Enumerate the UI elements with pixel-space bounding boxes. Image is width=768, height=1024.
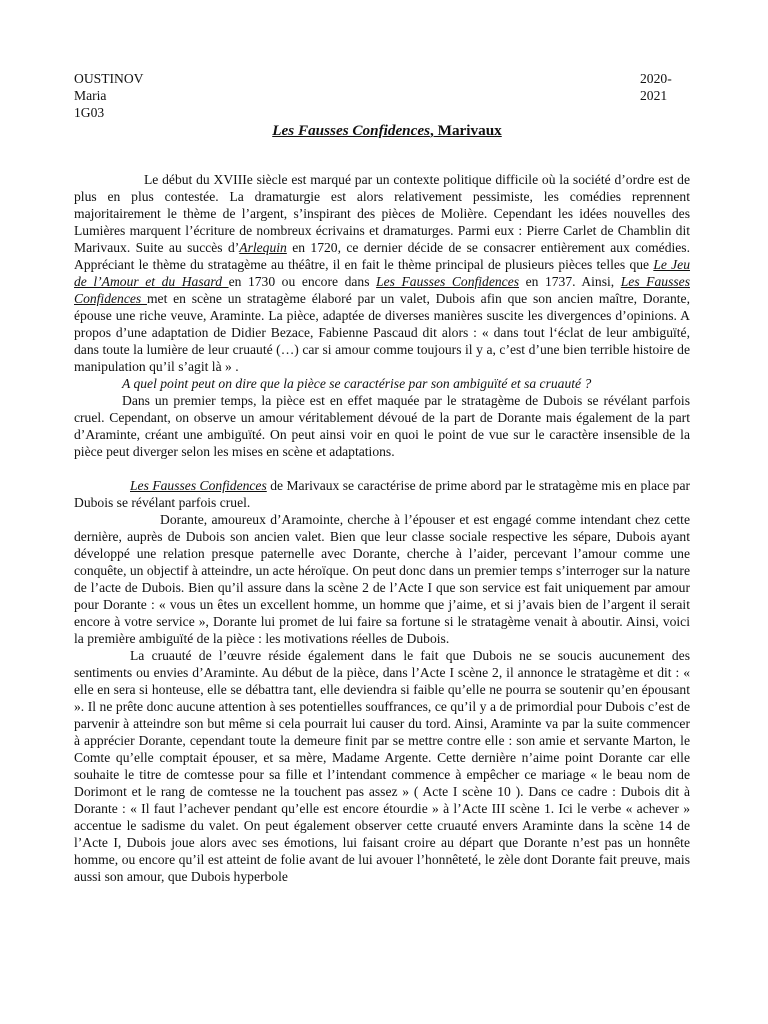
intro-text-d: en 1737. Ainsi,: [519, 274, 621, 289]
ref-jeu-amour-hasard: Le Jeu de l’Amour et du Hasard: [74, 257, 691, 289]
document-header: [74, 70, 690, 121]
ref-fausses-confidences-2: Les Fausses Confidences: [74, 274, 690, 306]
ref-fausses-confidences-3: Les Fausses Confidences: [130, 478, 267, 493]
intro-text-b: en 1720, ce dernier décide de se consacrer entièrement aux comédies. Appréciant le thème du stratagème au théâtre, il en fait le thème principal de plusieurs pièces telles que: [74, 240, 690, 272]
problematic-question: A quel point peut on dire que la pièce se caractérise par son ambiguïté et sa cruauté ?: [122, 376, 592, 391]
intro-text-e: met en scène un stratagème élaboré par un valet, Dubois afin que son ancien maître, Dorante, épouse une riche veuve, Araminte. La pièce, adaptée de diverses manières suscite les divergences d’opinions. A propos d’une adaptation de Didier Bezace, Fabienne Pascaud dit alors : « dans tout l‘éclat de leur ambiguïté, dans toute la lumière de leur cruauté (…) car si amour comme toujours il y a, c’est d’une bien terrible histoire de manipulation qu’il s’agit là » .: [74, 291, 690, 374]
spacer: [74, 141, 690, 171]
student-first-name: Maria: [74, 88, 107, 103]
student-last-name: OUSTINOV: [74, 71, 144, 86]
document-page: [74, 70, 690, 885]
ref-arlequin: Arlequin: [239, 240, 287, 255]
spacer: [74, 460, 690, 477]
intro-text-a: Le début du XVIIIe siècle est marqué par un contexte politique difficile où la société d’ordre est de plus en plus contestée. La dramaturgie est alors relativement pessimiste, les comédies reprennent majoritairement le thème de l’argent, s’inspirant des pièces de Molière. Cependant les idées nouvelles des Lumières marquent l’écriture de nombreux écrivains et dramaturges. Parmi eux : Pierre Carlet de Chamblin dit Marivaux. Suite au succès d’: [74, 172, 690, 255]
part1-intro-paragraph: [74, 477, 690, 511]
intro-text-c: en 1730 ou encore dans: [228, 274, 377, 289]
ref-fausses-confidences-1: Les Fausses Confidences: [376, 274, 520, 289]
title-author: , Marivaux: [430, 122, 502, 139]
school-year-end: 2021: [640, 88, 668, 103]
page-title: [84, 121, 690, 141]
part1-paragraph-cruaute: La cruauté de l’œuvre réside également dans le fait que Dubois ne se soucis aucunement des sentiments ou envies d’Araminte. Au début de la pièce, dans l’Acte I scène 2, il annonce le stratagème et dit : « elle en sera si honteuse, elle se débattra tant, elle deviendra si faible qu’elle ne pourra se soutenir qu’en épousant ». Il ne prête donc aucune attention à ses potentielles souffrances, ce qu’il y a de primordial pour Dubois c’est de parvenir à atteindre son but même si cela pourrait lui causer du tord. Ainsi, Araminte va par la suite commencer à apprécier Dorante, cependant toute la demeure finit par se mettre contre elle : son amie et servante Marton, le Comte qu’elle comptait épouser, et sa mère, Madame Argente. Cette dernière n’aime point Dorante car elle souhaite le titre de comtesse pour sa fille et l’intendant commence à empêcher ce mariage « le beau nom de Dorimont et le rang de comtesse ne la touchent pas assez » ( Acte I scène 10 ). Dans ce cadre : Dubois dit à Dorante : « Il faut l’achever pendant qu’elle est encore étourdie » à l’Acte III scène 1. Ici le verbe « achever » accentue le sadisme du valet. On peut également observer cette cruauté envers Araminte dans la scène 14 de l’Acte I, Dubois joue alors avec ses émotions, lui faisant croire au départ que Dorante n’est pas un honnête homme, ou encore qu’il est atteint de folie avant de lui avouer l’honnêteté, le zèle dont Dorante fait preuve, mais aussi son amour, que Dubois hyperbole: [74, 648, 690, 884]
school-year: [640, 70, 672, 104]
plan-paragraph: Dans un premier temps, la pièce est en effet maquée par le stratagème de Dubois se révélant parfois cruel. Cependant, on observe un amour véritablement dévoué de la part de Dorante mais également de la part d’Araminte, créant une ambiguïté. On peut ainsi voir en quoi le point de vue sur le caractère insensible de la pièce peut diverger selon les mises en scène et adaptations.: [74, 393, 690, 459]
intro-paragraph: [74, 171, 690, 375]
title-work: Les Fausses Confidences: [272, 122, 431, 139]
part1-paragraph-dorante: Dorante, amoureux d’Aramointe, cherche à l’épouser et est engagé comme intendant chez cette dernière, auprès de Dubois son ancien valet. Bien que leur classe sociale respective les sépare, Dubois ayant développé une relation presque paternelle avec Dorante, cherche à l’aider, percevant l’amour comme une conquête, un objectif à atteindre, un acte héroïque. On peut donc dans un premier temps s’interroger sur la nature de l’acte de Dubois. Bien qu’il assure dans la scène 2 de l’Acte I que son service est fait uniquement par amour pour Dorante : « vous un êtes un excellent homme, un homme que j’aime, et si j’avais bien de l’argent il serait encore à votre service », Dorante lui promet de lui faire sa fortune si le stratagème venait à aboutir. Ainsi, voici la première ambiguïté de la pièce : les motivations réelles de Dubois.: [74, 512, 690, 646]
part1-intro-text: de Marivaux se caractérise de prime abord par le stratagème mis en place par Dubois se révélant parfois cruel.: [74, 478, 690, 510]
student-class: 1G03: [74, 105, 105, 120]
student-info: [74, 70, 143, 121]
school-year-start: 2020-: [640, 71, 672, 86]
